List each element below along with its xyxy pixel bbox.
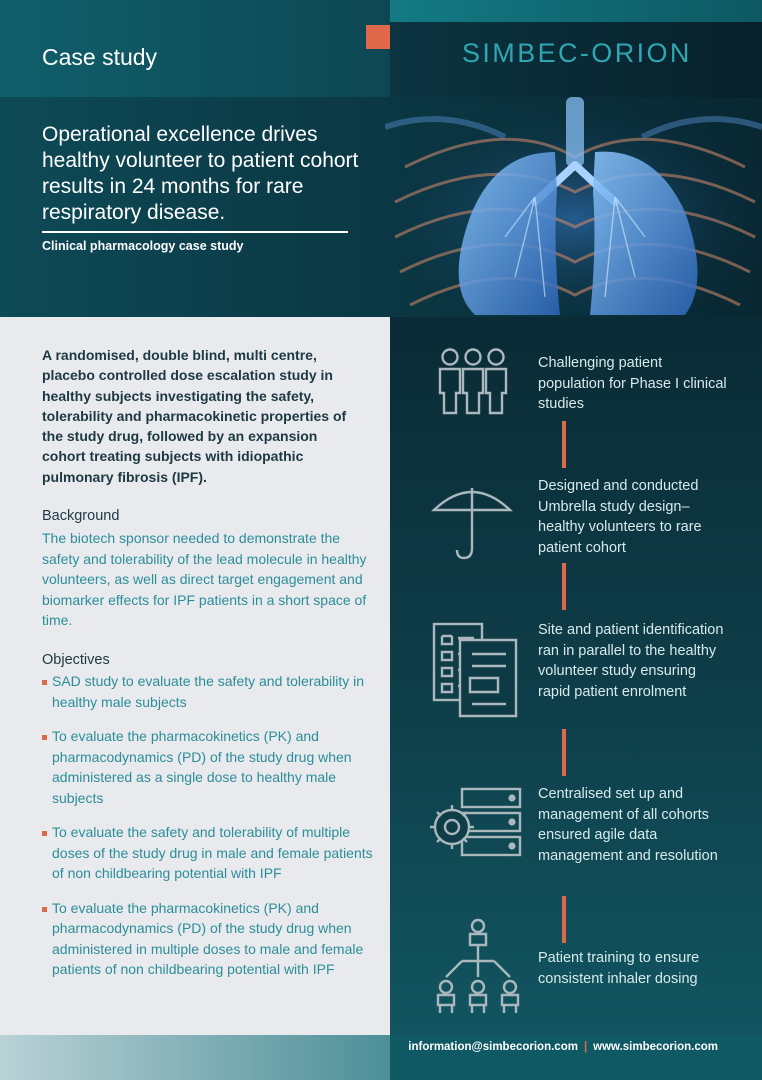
- step-text: Designed and conducted Umbrella study design– healthy volunteers to rare patient cohort: [538, 478, 702, 556]
- page-subtitle: Clinical pharmacology case study: [42, 239, 244, 253]
- footer-separator: |: [583, 1041, 588, 1053]
- left-column: [0, 317, 390, 1035]
- connector-line: [562, 421, 566, 468]
- header-teal-strip: [390, 0, 762, 22]
- objective-text: To evaluate the pharmacokinetics (PK) and pharmacodynamics (PD) of the study drug when administered as a single dose to healthy male subjects: [52, 728, 352, 806]
- accent-square: [366, 25, 390, 49]
- document-tag: Case study: [42, 44, 158, 70]
- objectives-heading: Objectives: [42, 652, 110, 668]
- gear-server-icon: [426, 787, 522, 863]
- background-heading: Background: [42, 508, 120, 524]
- umbrella-icon: [430, 480, 514, 562]
- list-item: [42, 898, 374, 980]
- bullet-icon: [42, 680, 47, 685]
- documents-icon: [432, 622, 518, 718]
- connector-line: [562, 896, 566, 943]
- hierarchy-icon: [430, 917, 526, 1017]
- step-text: Centralised set up and management of all cohorts ensured agile data management and resolution: [538, 786, 718, 864]
- email-link[interactable]: information@simbecorion.com: [408, 1041, 578, 1053]
- bullet-icon: [42, 907, 47, 912]
- list-item: [42, 822, 374, 884]
- background-text: The biotech sponsor needed to demonstrate the safety and tolerability of the lead molecule in healthy volunteers, as well as direct target engagement and biomarker effects for IPF patients in a short space of time.: [42, 530, 367, 628]
- lungs-illustration: [385, 97, 762, 317]
- people-group-icon: [434, 347, 512, 415]
- footer-left-band: [0, 1035, 390, 1080]
- page-title: Operational excellence drives healthy volunteer to patient cohort results in 24 months for rare respiratory disease.: [42, 123, 359, 224]
- right-column: [390, 317, 762, 1035]
- connector-line: [562, 729, 566, 776]
- brand-logo: SIMBEC-ORION: [462, 38, 692, 68]
- objective-text: To evaluate the pharmacokinetics (PK) and pharmacodynamics (PD) of the study drug when administered in multiple doses to male and female patients of non childbearing potential with IPF: [52, 899, 364, 977]
- website-link[interactable]: www.simbecorion.com: [593, 1041, 718, 1053]
- list-item: [42, 671, 374, 712]
- bullet-icon: [42, 831, 47, 836]
- hero-banner: [0, 97, 762, 317]
- intro-paragraph: A randomised, double blind, multi centre, placebo controlled dose escalation study in healthy subjects investigating the safety, tolerability and pharmacokinetic properties of the study drug, followed by an expansion cohort treating subjects with idiopathic pulmonary fibrosis (IPF).: [42, 347, 347, 485]
- step-text: Patient training to ensure consistent inhaler dosing: [538, 950, 700, 987]
- step-text: Site and patient identification ran in parallel to the healthy volunteer study ensuring rapid patient enrolment: [538, 622, 724, 700]
- list-item: [42, 726, 374, 808]
- bullet-icon: [42, 735, 47, 740]
- footer-contact: [408, 1041, 718, 1053]
- objective-text: To evaluate the safety and tolerability of multiple doses of the study drug in male and female patients of non childbearing potential with IPF: [52, 824, 373, 881]
- title-divider: [42, 231, 348, 233]
- objective-text: SAD study to evaluate the safety and tolerability in healthy male subjects: [52, 673, 365, 710]
- footer: [390, 1035, 762, 1080]
- connector-line: [562, 563, 566, 610]
- objectives-list: [42, 671, 374, 994]
- step-text: Challenging patient population for Phase I clinical studies: [538, 355, 727, 412]
- header: [0, 0, 762, 97]
